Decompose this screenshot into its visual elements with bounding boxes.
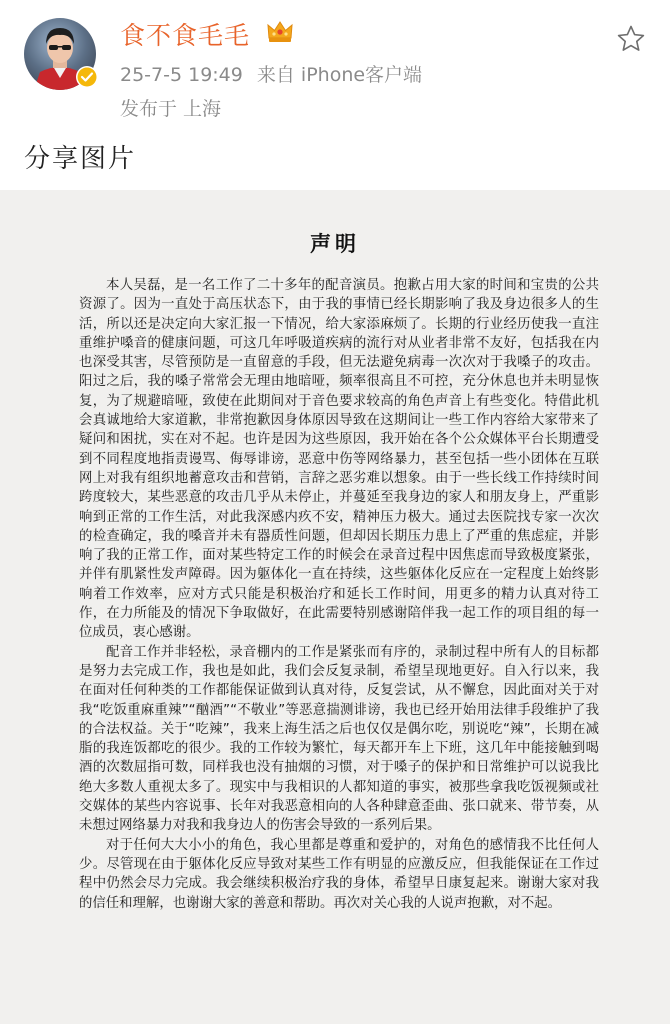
username[interactable]: 食不食毛毛	[120, 21, 251, 50]
crown-icon	[266, 18, 294, 44]
star-icon[interactable]	[616, 24, 646, 54]
statement-image[interactable]	[0, 190, 670, 1024]
post-source: 来自 iPhone客户端	[256, 64, 423, 86]
post-date: 25-7-5 19:49	[120, 64, 243, 86]
statement-paragraph: 配音工作并非轻松，录音棚内的工作是紧张而有序的，录制过程中所有人的目标都是努力去完成工作，我也是如此，我们会反复录制，希望呈现地更好。自入行以来，我在面对任何种类的工作都能保证做到认真对待，反复尝试，从不懈怠，因此面对关于对我“吃饭重麻重辣”“酗酒”“不敬业”等恶意揣测诽谤，我也已经开始用法律手段维护了我的合法权益。关于“吃辣”，我来上海生活之后也仅仅是偶尔吃，别说吃“辣”，长期在减脂的我连饭都吃的很少。我的工作较为繁忙，每天都开车上下班，这几年中能接触到喝酒的次数屈指可数，同样我也没有抽烟的习惯，对于嗓子的保护和日常维护可以说我比绝大多数人重视太多了。现实中与我相识的人都知道的事实，被那些拿我吃饭视频或社交媒体的某些内容说事、长年对我恶意相向的人各种肆意歪曲、张口就来、带节奏，从未想过网络暴力对我和我身边人的伤害会导致的一系列后果。	[79, 644, 599, 834]
verified-badge-icon	[76, 66, 98, 88]
statement-paragraph: 本人吴磊，是一名工作了二十多年的配音演员。抱歉占用大家的时间和宝贵的公共资源了。因为一直处于高压状态下，由于我的事情已经长期影响了我及身边很多人的生活，所以还是决定向大家汇报一下情况，给大家添麻烦了。长期的行业经历使我一直注重维护嗓音的健康问题，可这几年呼吸道疾病的流行对从业者非常不友好，包括我在内也深受其害，尽管预防是一直留意的手段，但无法避免病毒一次次对于我嗓子的攻击。阳过之后，我的嗓子常常会无理由地暗哑，频率很高且不可控，充分休息也并未明显恢复，为了规避暗哑，致使在此期间对于音色要求较高的角色声音上有些变化。特借此机会真诚地给大家道歉，非常抱歉因身体原因导致在这期间让一些工作内容给大家带来了疑问和困扰，实在对不起。也许是因为这些原因，我开始在各个公众媒体平台长期遭受到不同程度地指责谩骂、侮辱诽谤，恶意中伤等网络暴力，甚至包括一些小团体在互联网上对我有组织地蓄意攻击和营销，言辞之恶劣难以想象。由于一些长线工作持续时间跨度较大，某些恶意的攻击几乎从未停止，并蔓延至我身边的家人和朋友身上，严重影响到正常的工作生活，对此我深感内疚不安，精神压力极大。通过去医院找专家一次次的检查确定，我的嗓音并未有器质性问题，但却因长期压力患上了严重的焦虑症，并影响了我的正常工作，面对某些特定工作的时候会在录音过程中因焦虑而导致极度紧张，并伴有肌紧性发声障碍。因为躯体化一直在持续，这些躯体化反应在一定程度上始终影响着工作效率，应对方式只能是积极治疗和延长工作时间，用更多的精力认真对待工作，在力所能及的情况下争取做好，在此需要特别感谢陪伴我一起工作的项目组的每一位成员，衷心感谢。	[79, 278, 599, 641]
statement-paragraph: 对于任何大大小小的角色，我心里都是尊重和爱护的，对角色的感情我不比任何人少。尽管现在由于躯体化反应导致对某些工作有明显的应激反应，但我能保证在工作过程中仍然会尽力完成。我会继续积极治疗我的身体，希望早日康复起来。谢谢大家对我的信任和理解，也谢谢大家的善意和帮助。再次对关心我的人说声抱歉，对不起。	[79, 837, 599, 911]
statement-title: 声明	[310, 232, 360, 256]
post-header	[0, 0, 670, 130]
share-image-label: 分享图片	[24, 144, 137, 174]
post-location: 发布于 上海	[120, 98, 222, 120]
statement-body	[79, 276, 599, 913]
post-meta	[120, 60, 422, 87]
